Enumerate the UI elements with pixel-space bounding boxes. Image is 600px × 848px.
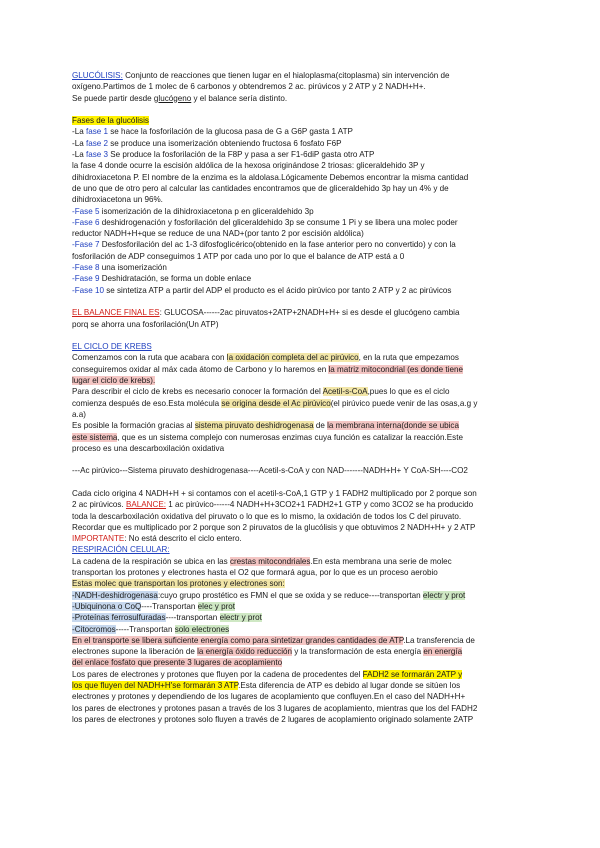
fase-7-cont: fosforilación de ADP conseguimos 1 ATP por cada uno por lo que el balance de ATP está a 0 — [72, 251, 405, 261]
krebs-p2 — [72, 398, 534, 409]
glucolisis-line-2: oxígeno.Partimos de 1 molec de 6 carbonos y obtendremos 2 ac. pirúvicos y 2 ATP y 2 NADH+H+. — [72, 82, 426, 92]
highlight: elec y prot — [197, 601, 236, 611]
resp-item — [72, 590, 534, 601]
text: .En esta membrana una serie de molec — [310, 556, 452, 566]
fase-7 — [72, 239, 534, 250]
krebs-p1 — [72, 364, 534, 375]
fases-title — [72, 115, 534, 126]
highlight: la matriz mitocondrial (es donde tiene — [328, 364, 463, 374]
krebs-p3 — [72, 432, 534, 443]
fase-label: -Fase 10 — [72, 285, 104, 295]
highlight: -Ubiquinona o CoQ — [72, 601, 142, 611]
text: 1 ac pirúvico------4 NADH+H+3CO2+1 FADH2+1 GTP y como 3CO2 se ha producido — [166, 500, 474, 510]
text: isomerización de la dihidroxiacetona p en gliceraldehido 3p — [99, 206, 314, 216]
balance-label: EL BALANCE FINAL ES — [72, 308, 160, 318]
fase-5 — [72, 206, 534, 217]
krebs-p4 — [72, 499, 534, 510]
resp-line: transportan los protones y electrones hasta el O2 que formará agua, por lo que es un proceso aerobio — [72, 568, 438, 578]
fase-label: -Fase 7 — [72, 240, 100, 250]
resp-p1 — [72, 635, 534, 646]
text: y la transformación de esta energía — [292, 647, 424, 657]
highlight: sistema piruvato deshidrogenasa — [194, 421, 314, 431]
text: deshidrogenación y fosforilación del gliceraldehido 3p se consume 1 Pi y se libera una molec poder — [99, 217, 458, 227]
text: .Esta diferencia de ATP es debido al lugar donde se sitúen los — [238, 681, 461, 691]
resp-item — [72, 612, 534, 623]
glucolisis-line-3 — [72, 93, 534, 104]
respiracion-title-text: RESPIRACIÓN CELULAR: — [72, 545, 170, 555]
highlight: este sistema — [72, 432, 118, 442]
highlight: la membrana interna(donde se ubica — [327, 421, 459, 431]
text: se sintetiza ATP a partir del ADP el producto es el ácido pirúvico por tanto 2 ATP y 2 ac pirúvicos — [103, 285, 452, 295]
resp-p1 — [72, 657, 534, 668]
fase-label: -Fase 9 — [72, 274, 100, 284]
text: , que es un sistema complejo con numerosas enzimas cuya función es catalizar la reacción.Este — [117, 432, 463, 442]
krebs-p1 — [72, 352, 534, 363]
text: y el balance sería distinto. — [191, 93, 288, 103]
highlight: -Citocromos — [72, 624, 116, 634]
krebs-p2: a.a) — [72, 409, 86, 419]
fase-9 — [72, 273, 534, 284]
balance-line-1 — [72, 307, 534, 318]
fase-label: fase 1 — [85, 127, 109, 137]
text: electrones supone la liberación de — [72, 647, 198, 657]
krebs-p2 — [72, 386, 534, 397]
resp-item — [72, 624, 534, 635]
fase-3 — [72, 149, 534, 160]
fase-10 — [72, 285, 534, 296]
krebs-p3 — [72, 420, 534, 431]
text: Comenzamos con la ruta que acabara con — [72, 353, 227, 363]
krebs-p5 — [72, 533, 534, 544]
text: -----Transportan — [115, 624, 175, 634]
text: Deshidratación, se forma un doble enlace — [99, 274, 252, 284]
text: conseguiremos oxidar al máx cada átomo de Carbono y lo haremos en — [72, 364, 329, 374]
highlight: electr y prot — [219, 613, 262, 623]
highlight: se origina desde el Ac pirúvico — [221, 398, 331, 408]
text: comienza después de eso.Esta molécula — [72, 398, 222, 408]
highlight: solo electrones — [174, 624, 230, 634]
krebs-equation: ---Ac pirúvico---Sistema piruvato deshidrogenasa----Acetil-s-CoA y con NAD-------NADH+H+ Y CoA-SH----CO2 — [72, 466, 468, 476]
text: Se produce la fosforilación de la F8P y pasa a ser F1-6diP gasta otro ATP — [108, 150, 375, 160]
krebs-p3: proceso es una descarboxilación oxidativa — [72, 443, 225, 453]
fase-4-cont: de uno que de otro pero al calcular las cantidades encontramos que de gliceraldehido 3p hay un 4% y de — [72, 183, 449, 193]
resp-p1 — [72, 646, 534, 657]
text: ----Transportan — [141, 601, 198, 611]
fase-label: fase 2 — [85, 138, 109, 148]
text: Es posible la formación gracias al — [72, 421, 195, 431]
text: : GLUCOSA------2ac piruvatos+2ATP+2NADH+H+ si es desde el glucógeno cambia — [159, 308, 460, 318]
glucolisis-title: GLUCÓLISIS: — [72, 71, 123, 80]
resp-p2: los pares de electrones y protones solo fluyen a través de 2 lugares de acoplamiento originado solamente 2ATP — [72, 714, 474, 724]
fase-2 — [72, 138, 534, 149]
resp-line — [72, 578, 534, 589]
document-page — [72, 70, 534, 725]
text: Los pares de electrones y protones que fluyen por la cadena de procedentes del — [72, 669, 363, 679]
fase-label: -Fase 5 — [72, 206, 100, 216]
fase-8 — [72, 262, 534, 273]
balance-line-2: porq se ahorra una fosforilación(Un ATP) — [72, 319, 219, 329]
text: se hace la fosforilación de la glucosa pasa de G a G6P gasta 1 ATP — [108, 127, 353, 137]
highlight: -NADH-deshidrogenasa — [72, 590, 158, 600]
text: 2 ac pirúvicos. — [72, 500, 126, 510]
text: La cadena de la respiración se ubica en las — [72, 556, 230, 566]
text: (el pirúvico puede venir de las osas,a.g y — [330, 398, 478, 408]
krebs-p1 — [72, 375, 534, 386]
highlight: -Proteínas ferrosulfuradas — [72, 613, 166, 623]
highlight: crestas mitocondriales — [229, 556, 311, 566]
fase-6-cont: reductor NADH+H+que se reduce de una NAD+(por tanto 2 por escisión aldólica) — [72, 229, 364, 239]
text: de — [313, 421, 328, 431]
text: ----transportan — [165, 613, 220, 623]
text: se produce una isomerización obteniendo fructosa 6 fosfato F6P — [108, 138, 342, 148]
fase-label: -Fase 6 — [72, 217, 100, 227]
fase-4: la fase 4 donde ocurre la escisión aldólica de la hexosa originándose 2 triosas: gliceraldehido 3P y — [72, 161, 425, 171]
highlight: del enlace fosfato que presente 3 lugares de acoplamiento — [72, 658, 283, 668]
fase-label: -Fase 8 — [72, 263, 100, 273]
text: :cuyo grupo prostético es FMN el que se oxida y se reduce----transportan — [157, 590, 423, 600]
krebs-p4: Cada ciclo origina 4 NADH+H + si contamos con el acetil-s-CoA,1 GTP y 1 FADH2 multiplicado por 2 porque son — [72, 488, 477, 498]
highlight: FADH2 se formarán 2ATP y — [362, 669, 463, 679]
highlight: la energía óxido reducción — [197, 647, 293, 657]
text: Se puede partir desde — [72, 93, 154, 103]
text: Para describir el ciclo de krebs es necesario conocer la formación del — [72, 387, 323, 397]
krebs-title-text: EL CICLO DE KREBS — [72, 342, 152, 352]
text: -La — [72, 138, 86, 148]
fase-4-cont: dihidroxiacetona P. El nombre de la enzima es la aldolasa.Lógicamente Debemos encontrar la misma cantidad — [72, 172, 469, 182]
resp-p2 — [72, 680, 534, 691]
highlight: electr y prot — [422, 590, 466, 600]
fase-6 — [72, 217, 534, 228]
highlight: en energía — [423, 647, 463, 657]
highlight: los que fluyen del NADH+H'se formarán 3 ATP — [72, 681, 239, 691]
text: -La — [72, 127, 86, 137]
krebs-p4: toda la descarboxilación oxidativa del piruvato o lo que es lo mismo, la oxidación de todos los C del piruvato. — [72, 511, 462, 521]
highlight: lugar el ciclo de krebs). — [72, 376, 156, 386]
resp-p2 — [72, 669, 534, 680]
highlight: Acetil-s-CoA — [322, 387, 368, 397]
resp-p2: electrones y protones y dependiendo de los lugares de acoplamiento que confluyen.En el caso del NADH+H+ — [72, 692, 466, 702]
resp-item — [72, 601, 534, 612]
balance-label: BALANCE: — [125, 500, 167, 510]
highlight: la oxidación completa del ac pirúvico — [226, 353, 359, 363]
text: .La transferencia de — [403, 635, 475, 645]
resp-p2: los pares de electrones y protones pasan a través de los 3 lugares de acoplamiento, mientras que los del FADH2 — [72, 703, 478, 713]
krebs-title — [72, 341, 534, 352]
resp-line — [72, 556, 534, 567]
important-label: IMPORTANTE — [72, 534, 125, 544]
fases-title-text: Fases de la glucólisis — [72, 116, 149, 126]
glucolisis-line-1 — [72, 70, 534, 81]
highlight: En el transporte se libera suficiente energía como para sintetizar grandes cantidades de ATP — [72, 635, 404, 645]
fase-1 — [72, 126, 534, 137]
fase-4-cont: dihidroxiacetona un 96%. — [72, 195, 163, 205]
glucogeno-term: glucógeno — [153, 93, 192, 103]
respiracion-title — [72, 544, 534, 555]
krebs-p4: Recordar que es multiplicado por 2 porque son 2 piruvatos de la glucólisis y que obtuvimos 2 NADH+H+ y 2 ATP — [72, 522, 476, 532]
fase-label: fase 3 — [85, 150, 109, 160]
text: -La — [72, 150, 86, 160]
text: ,pues lo que es el ciclo — [367, 387, 450, 397]
text: Desfosforilación del ac 1-3 difosfoglicérico(obtenido en la fase anterior pero no convertido) y con la — [99, 240, 456, 250]
text: Conjunto de reacciones que tienen lugar en el hialoplasma(citoplasma) sin intervención de — [122, 71, 450, 80]
text: : No está descrito el ciclo entero. — [124, 534, 242, 544]
highlight: Estas molec que transportan los protones y electrones son: — [72, 579, 285, 589]
text: una isomerización — [99, 263, 167, 273]
text: , en la ruta que empezamos — [358, 353, 459, 363]
